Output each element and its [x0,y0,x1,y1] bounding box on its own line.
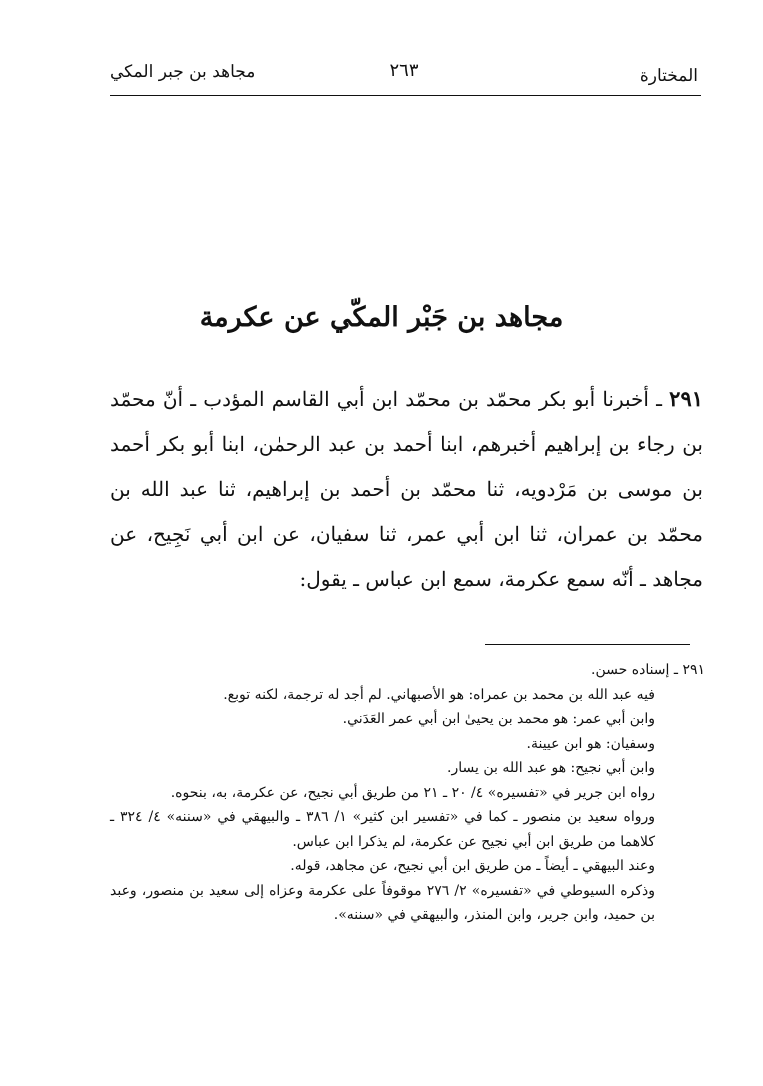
footnote-grading: ـ إسناده حسن. [591,662,678,678]
footnote-line: ورواه سعيد بن منصور ـ كما في «تفسير ابن كثير» ١/ ٣٨٦ ـ والبيهقي في «سننه» ٤/ ٣٢٤ ـ كلاهما من طريق ابن أبي نجيح عن عكرمة، لم يذكرا ابن عباس. [110,809,656,850]
footnote-line: فيه عبد الله بن محمد بن عمراه: هو الأصبهاني. لم أجد له ترجمة، لكنه توبع. [223,686,655,703]
footnote-line: وابن أبي نجيح: هو عبد الله بن يسار. [447,760,655,776]
footnotes [110,658,705,928]
footnote-line: رواه ابن جرير في «تفسيره» ٤/ ٢٠ ـ ٢١ من طريق أبي نجيح، عن عكرمة، به، بنحوه. [170,784,655,801]
hadith-text: ـ أخبرنا أبو بكر محمّد بن محمّد ابن أبي القاسم المؤدب ـ أنّ محمّد بن رجاء بن إبراهيم أخبرهم، ابنا أحمد بن عبد الرحمٰن، ابنا أبو بكر أحمد بن موسى بن مَرْدويه، ثنا محمّد بن أحمد بن إبراهيم، ثنا عبد الله بن محمّد بن عمران، ثنا ابن أبي عمر، ثنا سفيان، عن ابن أبي نَجِيح، عن مجاهد ـ أنّه سمع عكرمة، سمع ابن عباس ـ يقول: [110,387,703,591]
footnote-heading [110,658,705,683]
chapter-title: مجاهد بن جَبْر المكّي عن عكرمة [199,302,564,333]
hadith-number: ٢٩١ [669,386,704,411]
footnote-number: ٢٩١ [682,662,705,678]
footnote-rule [485,644,690,645]
header-section: المختارة [639,66,698,86]
page-number: ٢٦٣ [389,60,419,81]
footnote-line: وسفيان: هو ابن عيينة. [526,735,655,752]
hadith-paragraph [110,376,703,602]
header-chapter: مجاهد بن جبر المكي [110,62,256,82]
footnote-line: وعند البيهقي ـ أيضاً ـ من طريق ابن أبي نجيح، عن مجاهد، قوله. [290,858,655,874]
footnote-line: وابن أبي عمر: هو محمد بن يحيىٰ ابن أبي عمر العَدَني. [342,711,655,727]
running-header [110,58,698,90]
footnote-line: وذكره السيوطي في «تفسيره» ٢/ ٢٧٦ موقوفاً على عكرمة وعزاه إلى سعيد بن منصور، وعبد بن حميد، وابن جرير، وابن المنذر، والبيهقي في «سننه». [110,882,656,923]
header-rule [110,95,701,96]
